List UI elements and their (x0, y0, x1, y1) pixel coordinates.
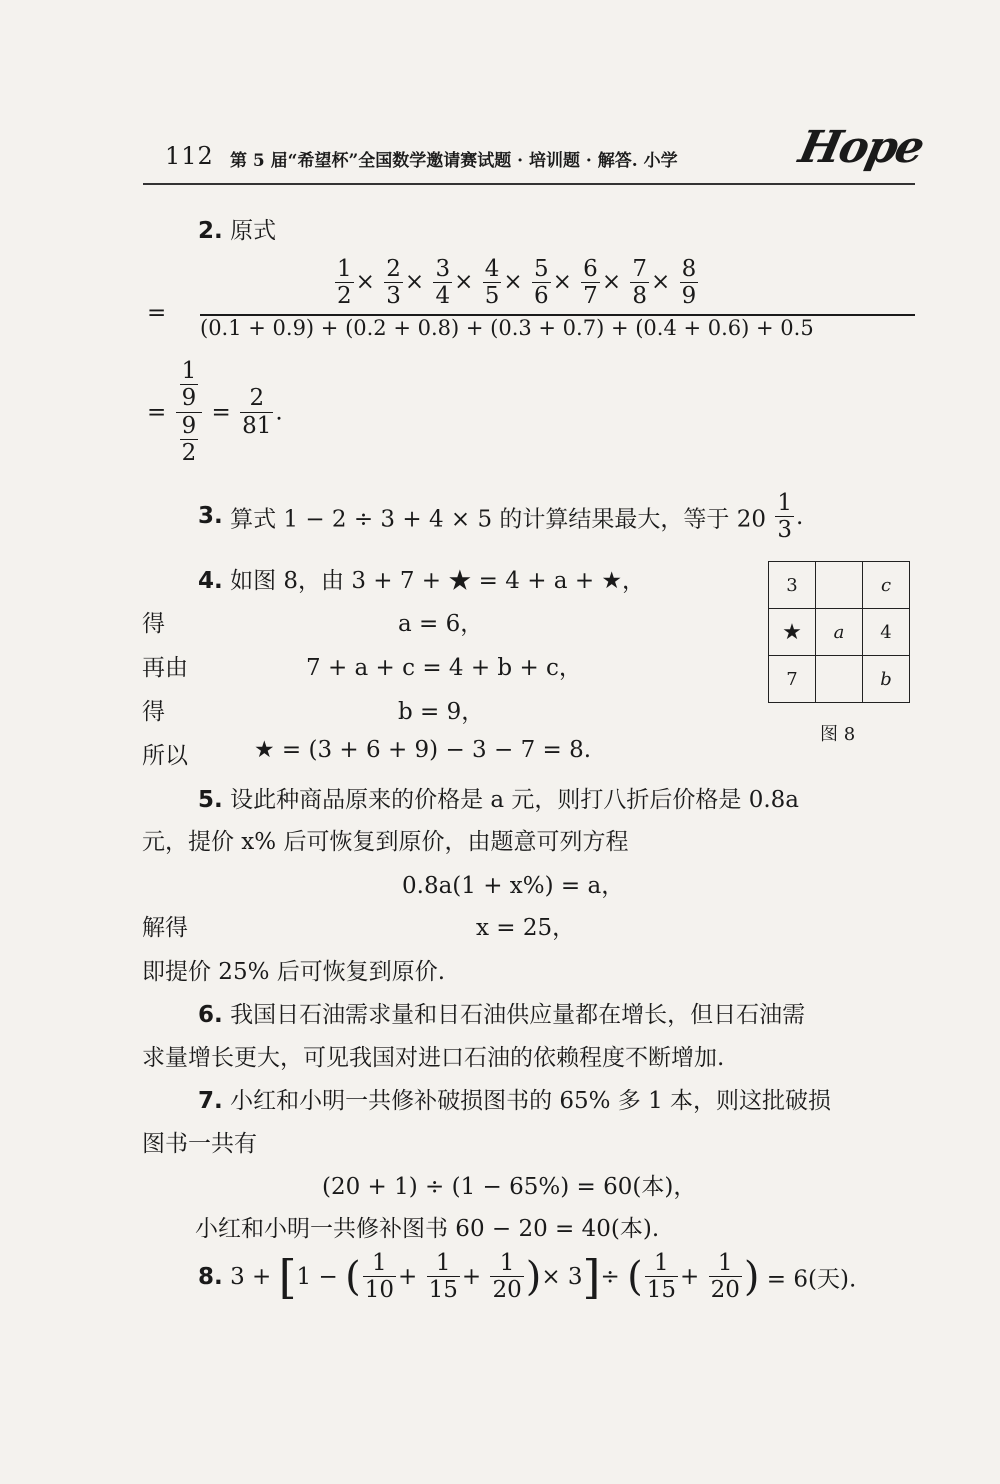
q4-label: 4. (198, 568, 223, 594)
grid-cell: 3 (769, 562, 816, 609)
q7-label: 7. (198, 1088, 223, 1114)
q2-denominator: (0.1 + 0.9) + (0.2 + 0.8) + (0.3 + 0.7) + (0.4 + 0.6) + 0.5 (200, 316, 814, 340)
q7-conclusion: 小红和小明一共修补图书 60 − 20 = 40(本). (195, 1216, 660, 1242)
q5-label: 5. (198, 787, 223, 813)
q2-numerator-product: $\frac{1}{2}$ × $\frac{2}{3}$ × $\frac{3}{4}$ × $\frac{4}{5}$ × $\frac{5}{6}$ × $\frac{6}{7}$ × $\frac{7}{8}$ × $\frac{8}{9}$ (337, 256, 697, 310)
grid-cell (816, 656, 863, 703)
q4-row-eq: b = 9， (398, 699, 485, 725)
q4-row-eq: 7 + a + c = 4 + b + c， (306, 655, 582, 681)
running-header-title: 第 5 届“希望杯”全国数学邀请赛试题 · 培训题 · 解答. 小学 (230, 151, 678, 171)
grid-cell: a (816, 609, 863, 656)
q6-line2: 求量增长更大，可见我国对进口石油的依赖程度不断增加. (142, 1045, 725, 1071)
q4-row-left: 再由 (142, 655, 188, 681)
q4-text: 如图 8，由 3 + 7 + ★ = 4 + a + ★， (230, 568, 646, 594)
q4-row-left: 得 (142, 699, 165, 725)
fraction: $\frac{3}{4}$ (435, 256, 451, 310)
fraction: $\frac{1}{3}$ (777, 490, 792, 544)
q2-step2: = $\frac{\frac{1}{9}}{\frac{9}{2}}$ = $\frac{2}{81}$ . (147, 358, 283, 467)
q5-solve-left: 解得 (142, 915, 188, 941)
q6-label: 6. (198, 1002, 223, 1028)
fraction: $\frac{1}{20}$ (492, 1250, 522, 1304)
q4-row-left: 所以 (142, 743, 188, 769)
page-number: 112 (165, 142, 214, 170)
fraction: $\frac{1}{9}$ (181, 358, 197, 412)
fraction: $\frac{1}{10}$ (364, 1250, 394, 1304)
q5-equation: 0.8a(1 + x%) = a， (402, 873, 625, 899)
grid-cell (816, 562, 863, 609)
fraction: $\frac{7}{8}$ (632, 256, 648, 310)
fraction: $\frac{5}{6}$ (533, 256, 549, 310)
q5-conclusion: 即提价 25% 后可恢复到原价. (142, 959, 446, 985)
grid-cell-star: ★ (769, 609, 816, 656)
header-rule (143, 183, 915, 185)
q2-intro: 原式 (230, 218, 277, 244)
q4-row-eq: a = 6， (398, 611, 484, 637)
figure-caption: 图 8 (820, 724, 856, 745)
q2-label: 2. (198, 218, 223, 244)
q7-line2: 图书一共有 (142, 1131, 257, 1157)
q3-text: 算式 1 − 2 ÷ 3 + 4 × 5 的计算结果最大，等于 20 (230, 506, 767, 533)
hope-logo: Hope (794, 122, 928, 173)
fraction: $\frac{1}{15}$ (428, 1250, 458, 1304)
grid-cell: 7 (769, 656, 816, 703)
fraction: $\frac{2}{3}$ (386, 256, 401, 310)
fraction: $\frac{2}{81}$ (242, 385, 272, 439)
q4-row-eq: ★ = (3 + 6 + 9) − 3 − 7 = 8. (254, 737, 592, 763)
q7-line1: 7. 小红和小明一共修补破损图书的 65% 多 1 本，则这批破损 (198, 1088, 832, 1114)
q3-label: 3. (198, 502, 223, 529)
complex-fraction (176, 358, 203, 467)
fraction: $\frac{1}{20}$ (710, 1250, 740, 1304)
fraction: $\frac{1}{2}$ (337, 256, 352, 310)
fraction: $\frac{4}{5}$ (484, 256, 500, 310)
q2-equals-1: = (147, 300, 167, 326)
fraction: $\frac{6}{7}$ (583, 256, 598, 310)
q4-line1 (198, 562, 645, 595)
q5-solve-eq: x = 25， (476, 915, 576, 941)
grid-cell: b (863, 656, 910, 703)
q4-row-left: 得 (142, 611, 165, 637)
grid-cell: c (863, 562, 910, 609)
q5-line2: 元，提价 x% 后可恢复到原价，由题意可列方程 (142, 829, 629, 855)
fraction: $\frac{8}{9}$ (681, 256, 697, 310)
q7-equation: (20 + 1) ÷ (1 − 65%) = 60(本)， (322, 1174, 697, 1200)
q8-line: 8. 3 + [1 − ( $\frac{1}{10}$ + $\frac{1}{15}$ + $\frac{1}{20}$ )× 3]÷ ( $\frac{1}{15}$ + $\frac{1}{20}$ ) = 6(天). (198, 1249, 857, 1304)
q8-label: 8. (198, 1263, 223, 1290)
grid-cell: 4 (863, 609, 910, 656)
q6-line1: 6. 我国日石油需求量和日石油供应量都在增长，但日石油需 (198, 1002, 806, 1028)
fraction: $\frac{9}{2}$ (181, 412, 197, 467)
q5-line1: 5. 设此种商品原来的价格是 a 元，则打八折后价格是 0.8a (198, 787, 799, 813)
fraction: $\frac{1}{15}$ (646, 1250, 676, 1304)
q2-intro-line (198, 212, 276, 245)
figure-8-grid (768, 561, 910, 703)
q3-line: 3. 算式 1 − 2 ÷ 3 + 4 × 5 的计算结果最大，等于 20 $\frac{1}{3}$ . (198, 490, 804, 544)
